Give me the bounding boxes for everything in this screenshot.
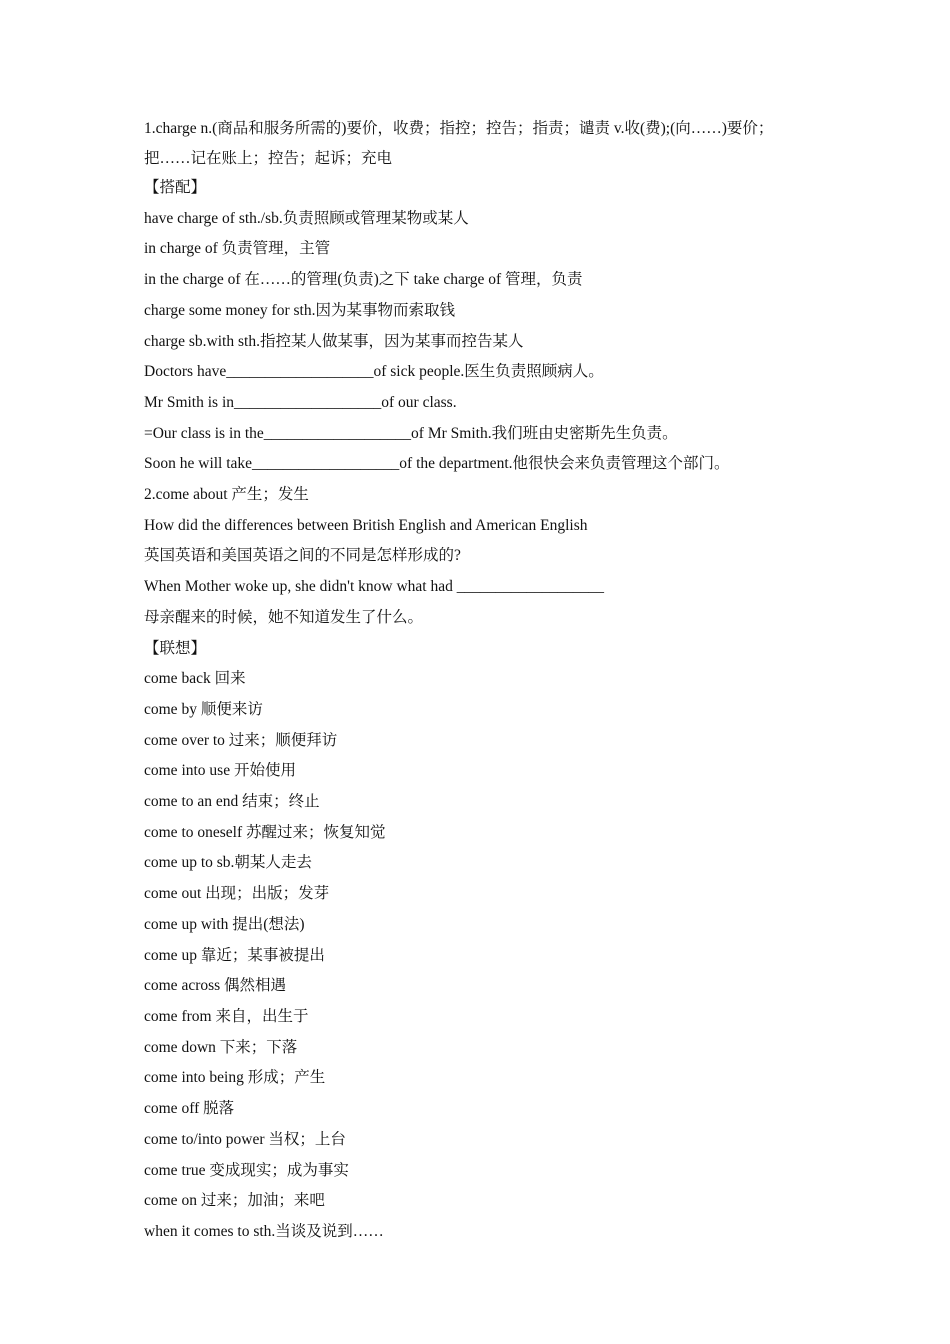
- phrase-line: come from 来自，出生于: [144, 1007, 309, 1025]
- example-translation: 英国英语和美国英语之间的不同是怎样形成的?: [144, 547, 461, 565]
- exercise-sentence: Mr Smith is in___________________of our class.: [144, 393, 457, 411]
- phrase-line: come off 脱落: [144, 1100, 235, 1118]
- phrase-line: come to an end 结束；终止: [144, 793, 320, 811]
- collocation-line: in charge of 负责管理，主管: [144, 240, 331, 258]
- collocation-line: in the charge of 在……的管理(负责)之下 take charge of 管理，负责: [144, 271, 583, 289]
- collocation-line: charge some money for sth.因为某事物而索取钱: [144, 301, 455, 319]
- example-translation: 母亲醒来的时候，她不知道发生了什么。: [144, 608, 424, 626]
- phrase-line: come to oneself 苏醒过来；恢复知觉: [144, 823, 386, 841]
- document-page: [144, 114, 804, 1248]
- phrase-line: come down 下来；下落: [144, 1038, 298, 1056]
- phrase-line: come across 偶然相遇: [144, 977, 287, 995]
- phrase-line: come over to 过来；顺便拜访: [144, 731, 338, 749]
- phrase-line: come into use 开始使用: [144, 762, 296, 780]
- phrase-line: come out 出现；出版；发芽: [144, 885, 330, 903]
- phrase-line: come back 回来: [144, 670, 246, 688]
- example-sentence: How did the differences between British English and American English: [144, 516, 588, 534]
- phrase-line: come to/into power 当权；上台: [144, 1130, 346, 1148]
- exercise-sentence: =Our class is in the___________________of Mr Smith.我们班由史密斯先生负责。: [144, 424, 678, 442]
- phrase-line: come by 顺便来访: [144, 700, 263, 718]
- collocation-line: charge sb.with sth.指控某人做某事，因为某事而控告某人: [144, 332, 524, 350]
- phrase-line: when it comes to sth.当谈及说到……: [144, 1222, 384, 1240]
- phrase-line: come on 过来；加油；来吧: [144, 1192, 325, 1210]
- exercise-sentence: Doctors have___________________of sick people.医生负责照顾病人。: [144, 363, 604, 381]
- collocation-line: have charge of sth./sb.负责照顾或管理某物或某人: [144, 209, 469, 227]
- exercise-sentence: Soon he will take___________________of the department.他很快会来负责管理这个部门。: [144, 455, 730, 473]
- phrase-line: come up to sb.朝某人走去: [144, 854, 312, 872]
- entry-charge-definition: 1.charge n.(商品和服务所需的)要价，收费；指控；控告；指责；谴责 v.收(费);(向……)要价；把……记在账上；控告；起诉；充电: [144, 120, 774, 167]
- section-heading-collocations: 【搭配】: [144, 179, 207, 196]
- phrase-line: come into being 形成；产生: [144, 1069, 326, 1087]
- exercise-sentence: When Mother woke up, she didn't know what had ___________________: [144, 578, 604, 596]
- phrase-line: come up 靠近；某事被提出: [144, 946, 325, 964]
- entry-come-about: 2.come about 产生；发生: [144, 486, 309, 504]
- phrase-line: come up with 提出(想法): [144, 915, 305, 933]
- phrase-line: come true 变成现实；成为事实: [144, 1161, 349, 1179]
- section-heading-associations: 【联想】: [144, 639, 207, 657]
